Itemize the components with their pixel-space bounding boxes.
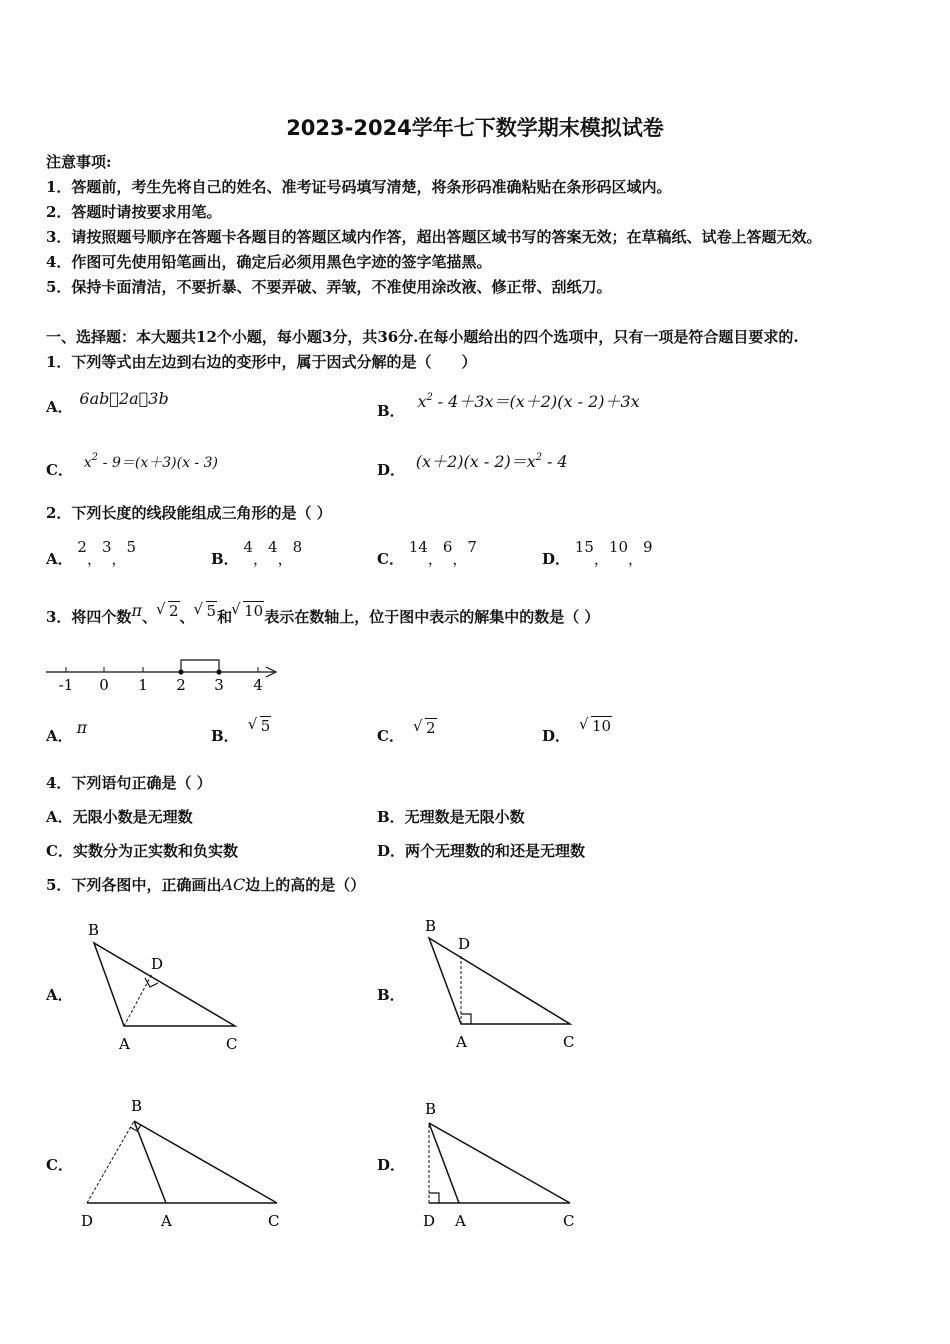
notice-item-2: 2．答题时请按要求用笔。 [46,203,222,221]
q5-stem [46,876,365,894]
q3-b-sqrt5 [249,717,272,735]
q1-a-label: A． [46,398,73,416]
q2-sep: ， [452,550,468,568]
q3-sqrt2-val: 2 [168,602,179,620]
section-heading: 一、选择题：本大题共12个小题，每小题3分，共36分.在每小题给出的四个选项中，只有一项是符合题目要求的. [46,328,799,346]
label-c: C [563,1033,575,1051]
q3-c-label: C． [377,727,404,745]
q3-sqrt10 [232,602,264,620]
q3-sep: 、 [141,608,157,626]
q3-b-label: B． [211,727,239,745]
q5-figure-b [415,910,595,1055]
label-b: B [131,1097,143,1115]
q2-a-label: A． [46,550,73,568]
label-d: D [458,935,471,953]
q2-d-label: D． [542,550,571,568]
q3-stem [46,601,600,626]
tick-label: 1 [138,676,148,694]
q5-a-label: A． [46,986,73,1004]
q5-ac: AC [221,875,246,894]
q1-a-expr: 6ab＝2a⃞3b [79,389,169,408]
q2-b-val1: 4 [243,538,254,556]
label-a: A [455,1212,466,1230]
q3-sep: 、 [179,608,195,626]
q1-d-expr-right: - 4 [546,452,568,471]
q2-d-val3: 9 [643,538,653,556]
q2-a-val1: 2 [77,538,87,556]
q3-sqrt10-val: 10 [244,602,264,620]
q3-sqrt5 [195,602,218,620]
q3-c-sqrt2 [414,719,437,737]
q2-sep: ， [86,550,102,568]
q3-stem-suffix: 表示在数轴上，位于图中表示的解集中的数是（ ） [264,608,600,626]
tick-label: 2 [176,676,186,694]
q3-a-pi: π [76,718,88,737]
q5-b-label: B． [377,986,405,1004]
q4-option-d: D．两个无理数的和还是无理数 [377,842,586,860]
notice-item-3: 3．请按照题号顺序在答题卡各题目的答题区域内作答，超出答题区域书写的答案无效；在草稿纸、试卷上答题无效。 [46,228,822,246]
label-d: D [151,955,164,973]
q4-option-c: C．实数分为正实数和负实数 [46,842,238,860]
q2-d-val2: 10 [608,538,628,556]
q2-option-b [211,538,303,568]
q2-b-val2: 4 [268,538,278,556]
q2-c-val1: 14 [408,538,428,556]
q3-option-b [211,717,271,745]
label-b: B [425,1100,437,1118]
q3-and: 和 [217,608,233,626]
q3-sqrt2 [157,602,180,620]
label-a: A [161,1212,172,1230]
q3-a-label: A． [46,727,73,745]
q2-stem: 2．下列长度的线段能组成三角形的是（ ） [46,504,332,522]
q4-option-b: B．无理数是无限小数 [377,808,525,826]
q3-option-a [46,718,88,745]
q1-c-label: C． [46,461,73,479]
q2-sep: ， [253,550,269,568]
q1-stem: 1．下列等式由左边到右边的变形中，属于因式分解的是（ ） [46,353,477,371]
q1-b-label: B． [377,402,405,420]
label-b: B [425,917,437,935]
q1-option-b: B． $x^2 - 4+3x=(x+2)(x - 2)+3x$ [377,392,640,420]
q3-c-val: 2 [425,719,436,737]
q2-option-d [542,538,653,568]
solution-point-2 [178,669,183,674]
q3-option-d [542,717,612,745]
q2-d-val1: 15 [574,538,594,556]
q1-option-d: D． $(x+2)(x - 2)=x^2 - 4$ [377,452,568,479]
label-b: B [88,921,100,939]
q3-b-val: 5 [260,717,271,735]
tick-label: 0 [99,676,109,694]
label-c: C [268,1212,280,1230]
q2-sep: ， [427,550,443,568]
q2-b-val3: 8 [292,538,303,556]
q5-c-label: C． [46,1156,73,1174]
q1-option-c: C． $x^2 - 9=(x+3)(x - 3)$ [46,452,218,479]
q1-d-label: D． [377,461,406,479]
q3-stem-prefix: 3．将四个数 [46,608,132,626]
q2-option-a [46,538,137,568]
q5-figure-c [75,1090,290,1240]
label-c: C [226,1035,238,1053]
q3-d-val: 10 [592,717,612,735]
q3-sqrt5-val: 5 [206,602,217,620]
q2-option-c [377,538,477,568]
q2-sep: ， [593,550,609,568]
q4-stem: 4．下列语句正确是（ ） [46,774,212,792]
q2-sep: ， [277,550,293,568]
notice-item-5: 5．保持卡面清洁，不要折暴、不要弄破、弄皱，不准使用涂改液、修正带、刮纸刀。 [46,278,612,296]
q4-option-a: A．无限小数是无理数 [46,808,193,826]
q2-a-val3: 5 [126,538,137,556]
q5-d-label: D． [377,1156,406,1174]
q3-option-c [377,719,436,745]
label-c: C [563,1212,575,1230]
q2-c-val2: 6 [442,538,453,556]
label-d: D [423,1212,436,1230]
q1-c-expr: - 9＝(x＋3)(x - 3) [102,455,218,471]
q5-stem-suffix: 边上的高的是（） [245,876,366,894]
notice-heading: 注意事项: [46,153,112,171]
q5-figure-d [415,1095,595,1240]
q2-b-label: B． [211,550,239,568]
solution-point-3 [216,669,221,674]
label-d: D [81,1212,94,1230]
q5-figure-a [80,915,260,1060]
q3-number-line [40,650,290,700]
q2-sep: ， [111,550,127,568]
q2-sep: ， [628,550,644,568]
solution-set-bracket [181,660,219,672]
q2-c-val3: 7 [467,538,477,556]
q1-b-expr: - 4＋3x＝(x＋2)(x - 2)＋3x [437,392,640,411]
q1-d-expr-left: (x＋2)(x - 2)＝x [415,452,536,471]
q2-c-label: C． [377,550,404,568]
page-title: 2023-2024学年七下数学期末模拟试卷 [286,116,664,140]
tick-label: 4 [253,676,263,694]
tick-label: -1 [58,676,74,694]
q3-d-sqrt10 [580,717,612,735]
q2-a-val2: 3 [101,538,112,556]
q1-option-a [46,389,169,416]
q3-pi: π [131,601,142,620]
label-a: A [456,1033,467,1051]
tick-label: 3 [214,676,224,694]
notice-item-4: 4．作图可先使用铅笔画出，确定后必须用黑色字迹的签字笔描黑。 [46,253,492,271]
notice-item-1: 1．答题前，考生先将自己的姓名、准考证号码填写清楚，将条形码准确粘贴在条形码区域内。 [46,178,672,196]
label-a: A [119,1035,130,1053]
q5-stem-prefix: 5．下列各图中，正确画出 [46,876,222,894]
q3-d-label: D． [542,727,571,745]
